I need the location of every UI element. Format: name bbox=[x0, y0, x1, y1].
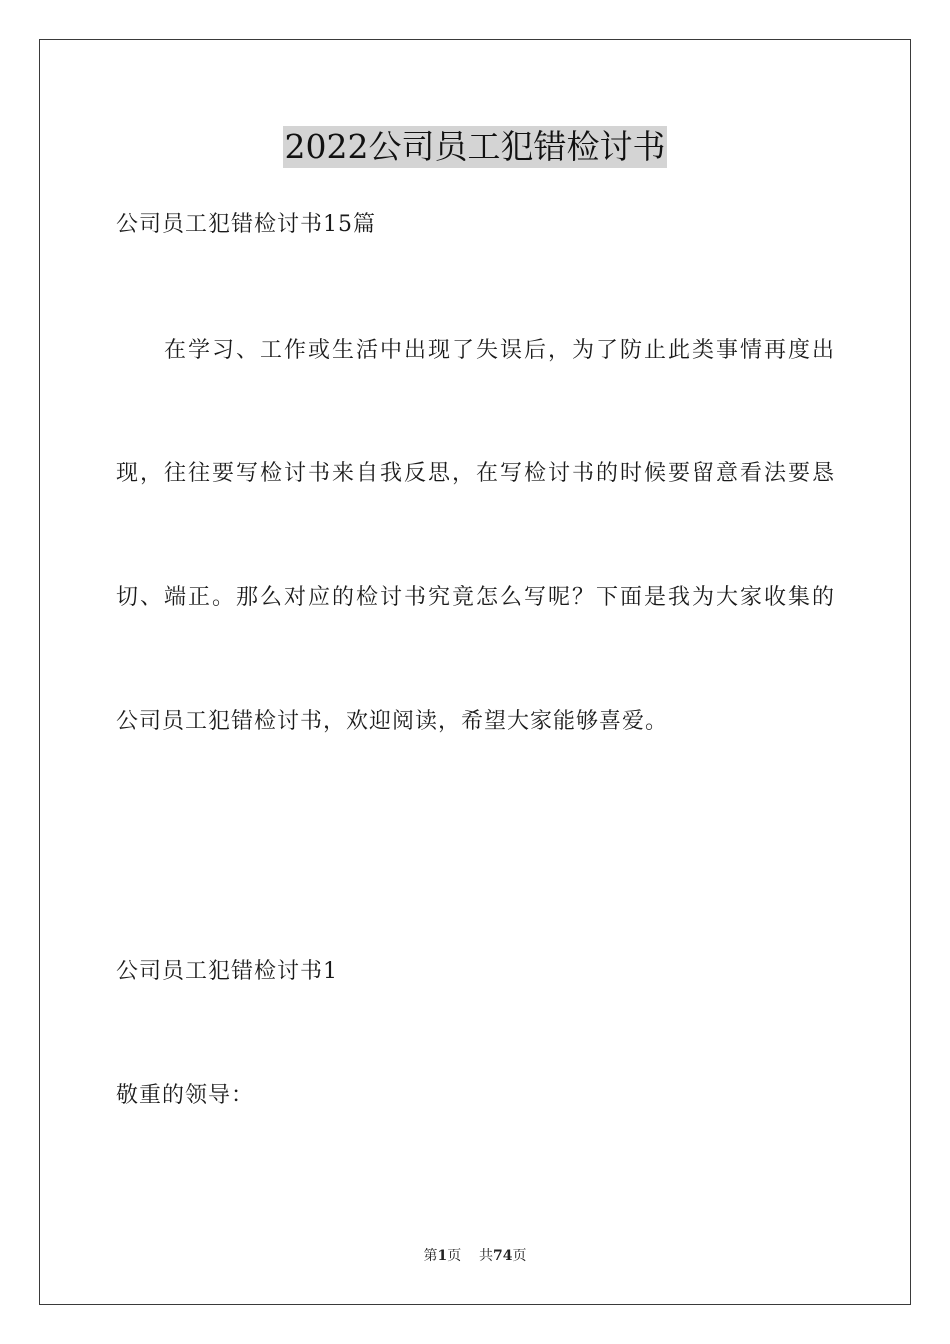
footer-page-suffix: 页 bbox=[447, 1248, 462, 1264]
title-container bbox=[0, 126, 950, 168]
intro-line-2: 现，往往要写检讨书来自我反思，在写检讨书的时候要留意看法要恳 bbox=[116, 461, 834, 486]
document-title: 2022公司员工犯错检讨书 bbox=[284, 127, 666, 166]
footer-total-prefix: 共 bbox=[479, 1248, 494, 1264]
document-subtitle: 公司员工犯错检讨书15篇 bbox=[116, 212, 376, 237]
footer-total-suffix: 页 bbox=[512, 1248, 527, 1264]
footer-page-prefix: 第 bbox=[423, 1248, 438, 1264]
intro-line-4: 公司员工犯错检讨书，欢迎阅读，希望大家能够喜爱。 bbox=[116, 709, 669, 734]
intro-line-3: 切、端正。那么对应的检讨书究竟怎么写呢？下面是我为大家收集的 bbox=[116, 585, 834, 610]
section-heading: 公司员工犯错检讨书1 bbox=[116, 959, 338, 984]
salutation: 敬重的领导： bbox=[116, 1083, 255, 1108]
footer-page-number: 1 bbox=[437, 1248, 448, 1264]
page-footer bbox=[0, 1247, 950, 1265]
footer-total-pages: 74 bbox=[493, 1248, 513, 1264]
intro-line-1: 在学习、工作或生活中出现了失误后，为了防止此类事情再度出 bbox=[164, 338, 834, 363]
